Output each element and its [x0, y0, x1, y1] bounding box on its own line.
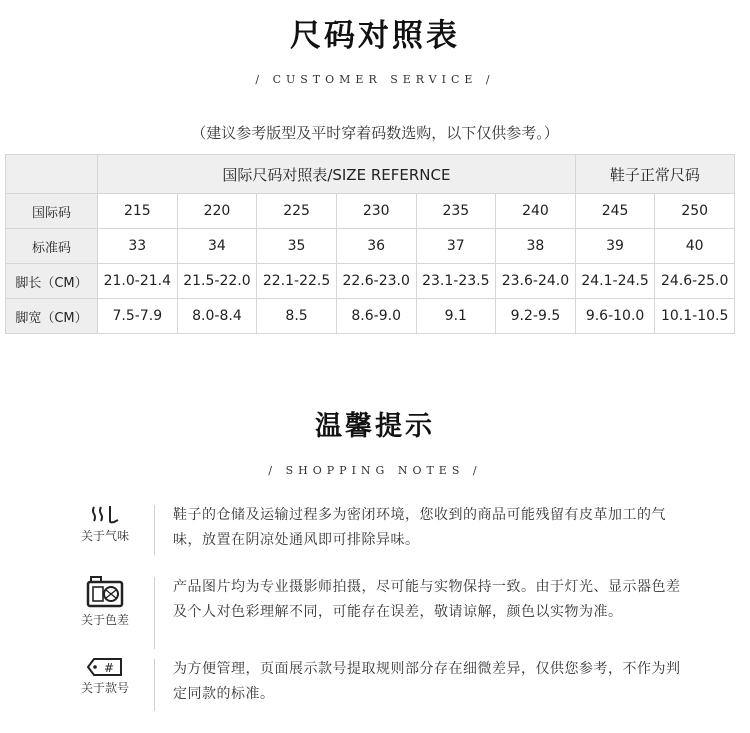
table-row — [6, 194, 735, 229]
size-chart-subtitle: / CUSTOMER SERVICE / — [255, 73, 495, 86]
row-label: 国际码 — [6, 194, 98, 229]
divider — [154, 505, 155, 555]
row-label: 标准码 — [6, 229, 98, 264]
size-chart-title: 尺码对照表 — [290, 18, 460, 54]
table-cell: 9.2-9.5 — [496, 299, 576, 334]
note-text: 产品图片均为专业摄影师拍摄，尽可能与实物保持一致。由于灯光、显示器色差及个人对色彩理解不同，可能存在误差，敬请谅解，颜色以实物为准。 — [173, 579, 681, 620]
size-table — [5, 154, 735, 334]
table-cell: 38 — [496, 229, 576, 264]
table-cell: 35 — [257, 229, 337, 264]
note-label: 关于款号 — [80, 681, 129, 695]
table-cell: 33 — [98, 229, 178, 264]
table-cell: 24.6-25.0 — [655, 264, 735, 299]
table-row — [6, 299, 735, 334]
note-icon-box — [70, 503, 140, 544]
note-item-smell — [60, 503, 740, 573]
size-table-header-main: 国际尺码对照表/SIZE REFERNCE — [98, 155, 576, 194]
table-cell: 21.5-22.0 — [177, 264, 257, 299]
header-empty-cell — [6, 155, 98, 194]
note-icon-box — [70, 575, 140, 628]
table-cell: 225 — [257, 194, 337, 229]
note-icon-box — [70, 657, 140, 696]
table-cell: 22.6-23.0 — [336, 264, 416, 299]
table-cell: 8.6-9.0 — [336, 299, 416, 334]
table-cell: 245 — [575, 194, 655, 229]
table-cell: 250 — [655, 194, 735, 229]
table-cell: 7.5-7.9 — [98, 299, 178, 334]
note-text: 鞋子的仓储及运输过程多为密闭环境，您收到的商品可能残留有皮革加工的气味，放置在阴凉处通风即可排除异味。 — [173, 507, 666, 548]
smell-icon — [88, 503, 122, 525]
tag-icon — [86, 657, 124, 677]
note-label: 关于色差 — [80, 613, 129, 627]
notes-subtitle: / SHOPPING NOTES / — [268, 464, 482, 477]
table-cell: 240 — [496, 194, 576, 229]
table-cell: 8.0-8.4 — [177, 299, 257, 334]
table-cell: 215 — [98, 194, 178, 229]
table-cell: 39 — [575, 229, 655, 264]
size-table-header-right: 鞋子正常尺码 — [575, 155, 734, 194]
table-cell: 37 — [416, 229, 496, 264]
notes-title: 温馨提示 — [315, 411, 435, 442]
table-cell: 10.1-10.5 — [655, 299, 735, 334]
camera-icon — [85, 575, 125, 609]
table-row — [6, 229, 735, 264]
divider — [154, 659, 155, 711]
note-item-style-number — [60, 657, 740, 727]
table-cell: 23.6-24.0 — [496, 264, 576, 299]
table-cell: 34 — [177, 229, 257, 264]
row-label: 脚宽（CM） — [6, 299, 98, 334]
table-cell: 230 — [336, 194, 416, 229]
table-cell: 23.1-23.5 — [416, 264, 496, 299]
table-cell: 8.5 — [257, 299, 337, 334]
table-cell: 9.6-10.0 — [575, 299, 655, 334]
table-cell: 24.1-24.5 — [575, 264, 655, 299]
size-chart-note: （建议参考版型及平时穿着码数选购，以下仅供参考。） — [191, 124, 559, 142]
table-cell: 36 — [336, 229, 416, 264]
size-table-header — [6, 155, 735, 194]
table-cell: 21.0-21.4 — [98, 264, 178, 299]
table-cell: 22.1-22.5 — [257, 264, 337, 299]
table-row — [6, 264, 735, 299]
table-cell: 235 — [416, 194, 496, 229]
table-cell: 40 — [655, 229, 735, 264]
note-label: 关于气味 — [80, 529, 129, 543]
divider — [154, 577, 155, 649]
table-cell: 9.1 — [416, 299, 496, 334]
row-label: 脚长（CM） — [6, 264, 98, 299]
note-text: 为方便管理，页面展示款号提取规则部分存在细微差异，仅供您参考，不作为判定同款的标准。 — [173, 661, 681, 702]
svg-text:#: # — [103, 661, 115, 675]
table-cell: 220 — [177, 194, 257, 229]
note-item-color — [60, 575, 740, 645]
